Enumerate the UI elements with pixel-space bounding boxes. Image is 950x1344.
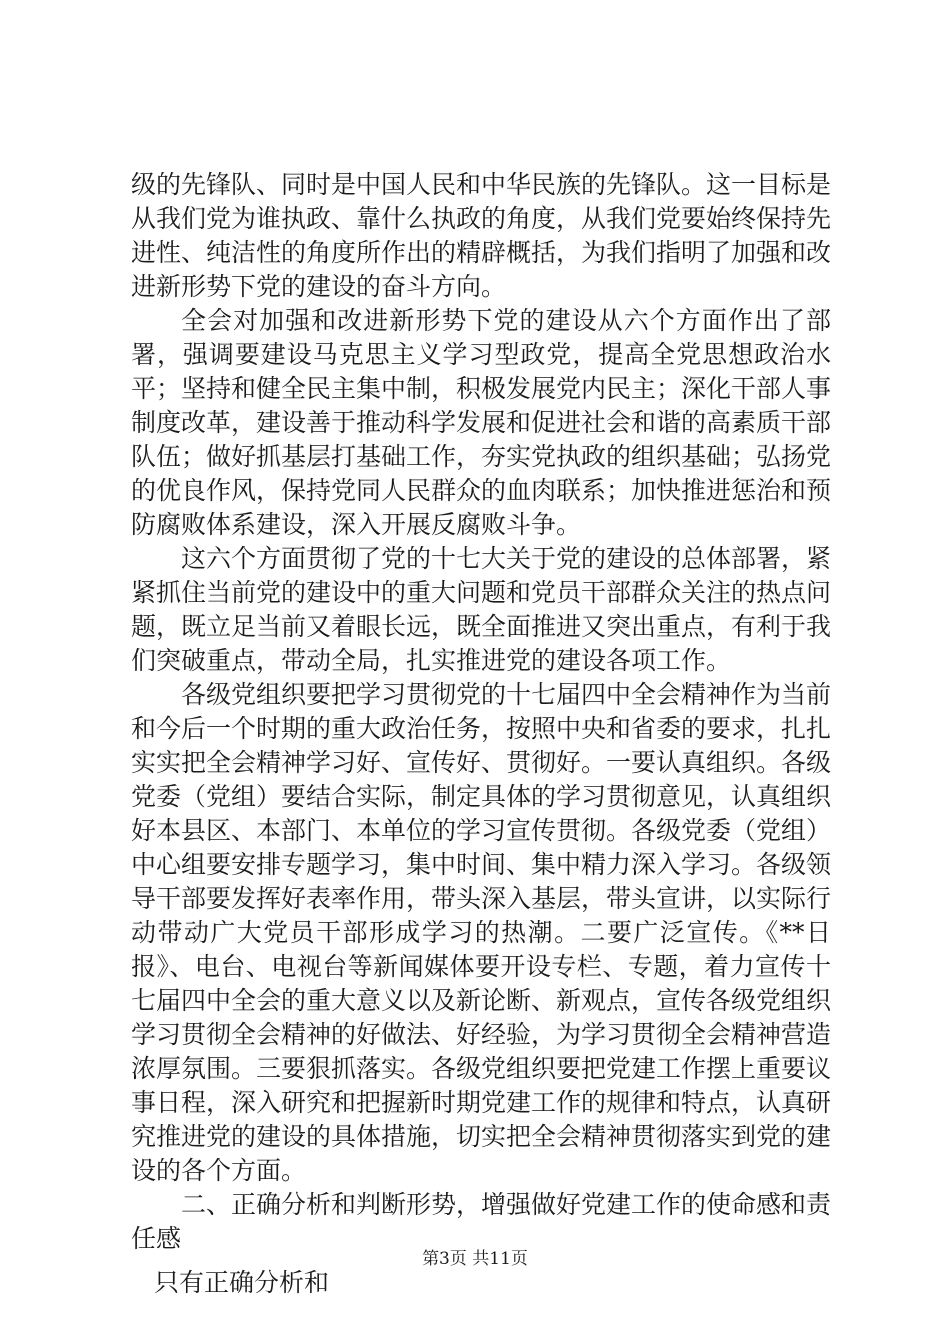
paragraph: 各级党组织要把学习贯彻党的十七届四中全会精神作为当前和今后一个时期的重大政治任务，按照中央和省委的要求，扎扎实实把全会精神学习好、宣传好、贯彻好。一要认真组织。各级党委（党组）要结合实际，制定具体的学习贯彻意见，认真组织好本县区、本部门、本单位的学习宣传贯彻。各级党委（党组）中心组要安排专题学习，集中时间、集中精力深入学习。各级领导干部要发挥好表率作用，带头深入基层，带头宣讲，以实际行动带动广大党员干部形成学习的热潮。二要广泛宣传。《**日报》、电台、电视台等新闻媒体要开设专栏、专题，着力宣传十七届四中全会的重大意义以及新论断、新观点，宣传各级党组织学习贯彻全会精神的好做法、好经验，为学习贯彻全会精神营造浓厚氛围。三要狠抓落实。各级党组织要把党建工作摆上重要议事日程，深入研究和把握新时期党建工作的规律和特点，认真研究推进党的建设的具体措施，切实把全会精神贯彻落实到党的建设的各个方面。 (131, 680, 832, 1185)
paragraph-fragment: 只有正确分析和 (154, 1268, 330, 1297)
paragraph-continuation: 级的先锋队、同时是中国人民和中华民族的先锋队。这一目标是从我们党为谁执政、靠什么执政的角度，从我们党要始终保持先进性、纯洁性的角度所作出的精辟概括，为我们指明了加强和改进新形势下党的建设的奋斗方向。 (131, 170, 832, 301)
paragraph: 这六个方面贯彻了党的十七大关于党的建设的总体部署，紧紧抓住当前党的建设中的重大问题和党员干部群众关注的热点问题，既立足当前又着眼长远，既全面推进又突出重点，有利于我们突破重点，带动全局，扎实推进党的建设各项工作。 (131, 544, 832, 675)
document-body (131, 168, 831, 1300)
paragraph: 全会对加强和改进新形势下党的建设从六个方面作出了部署，强调要建设马克思主义学习型政党，提高全党思想政治水平；坚持和健全民主集中制，积极发展党内民主；深化干部人事制度改革，建设善于推动科学发展和促进社会和谐的高素质干部队伍；做好抓基层打基础工作，夯实党执政的组织基础；弘扬党的优良作风，保持党同人民群众的血肉联系；加快推进惩治和预防腐败体系建设，深入开展反腐败斗争。 (131, 306, 832, 539)
section-heading: 二、正确分析和判断形势，增强做好党建工作的使命感和责任感 (131, 1190, 832, 1253)
page-footer: 第3页 共11页 (422, 1249, 528, 1269)
